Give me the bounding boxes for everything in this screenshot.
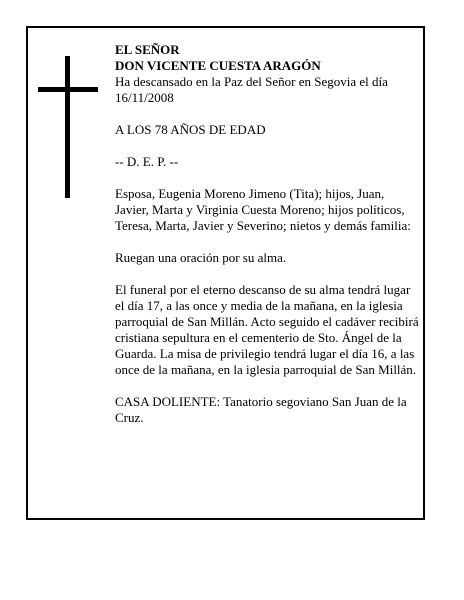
- dep-statement: -- D. E. P. --: [115, 154, 179, 169]
- funeral-paragraph: El funeral por el eterno descanso de su alma tendrá lugar el día 17, a las once y media de la mañana, en la iglesia parroquial de San Millán. Acto seguido el cadáver recibirá cristiana sepultura en el cementerio de Sto. Ángel de la Guarda. La misa de privilegio tendrá lugar el día 16, a las once de la mañana, en la iglesia parroquial de San Millán.: [115, 282, 419, 377]
- obituary-notice: [26, 26, 425, 520]
- cross-icon: [38, 56, 98, 198]
- cross-horizontal-bar: [38, 87, 98, 92]
- prayer-request: Ruegan una oración por su alma.: [115, 250, 287, 265]
- cross-vertical-bar: [65, 56, 70, 198]
- deceased-name: DON VICENTE CUESTA ARAGÓN: [115, 58, 321, 73]
- age-statement: A LOS 78 AÑOS DE EDAD: [115, 122, 266, 137]
- rest-statement: Ha descansado en la Paz del Señor en Segovia el día 16/11/2008: [115, 74, 388, 105]
- casa-doliente: CASA DOLIENTE: Tanatorio segoviano San Juan de la Cruz.: [115, 394, 407, 425]
- family-paragraph: Esposa, Eugenia Moreno Jimeno (Tita); hijos, Juan, Javier, Marta y Virginia Cuesta Moreno; hijos políticos, Teresa, Marta, Javier y Severino; nietos y demás familia:: [115, 186, 411, 233]
- title-line-1: EL SEÑOR: [115, 42, 180, 57]
- notice-body: [115, 42, 420, 442]
